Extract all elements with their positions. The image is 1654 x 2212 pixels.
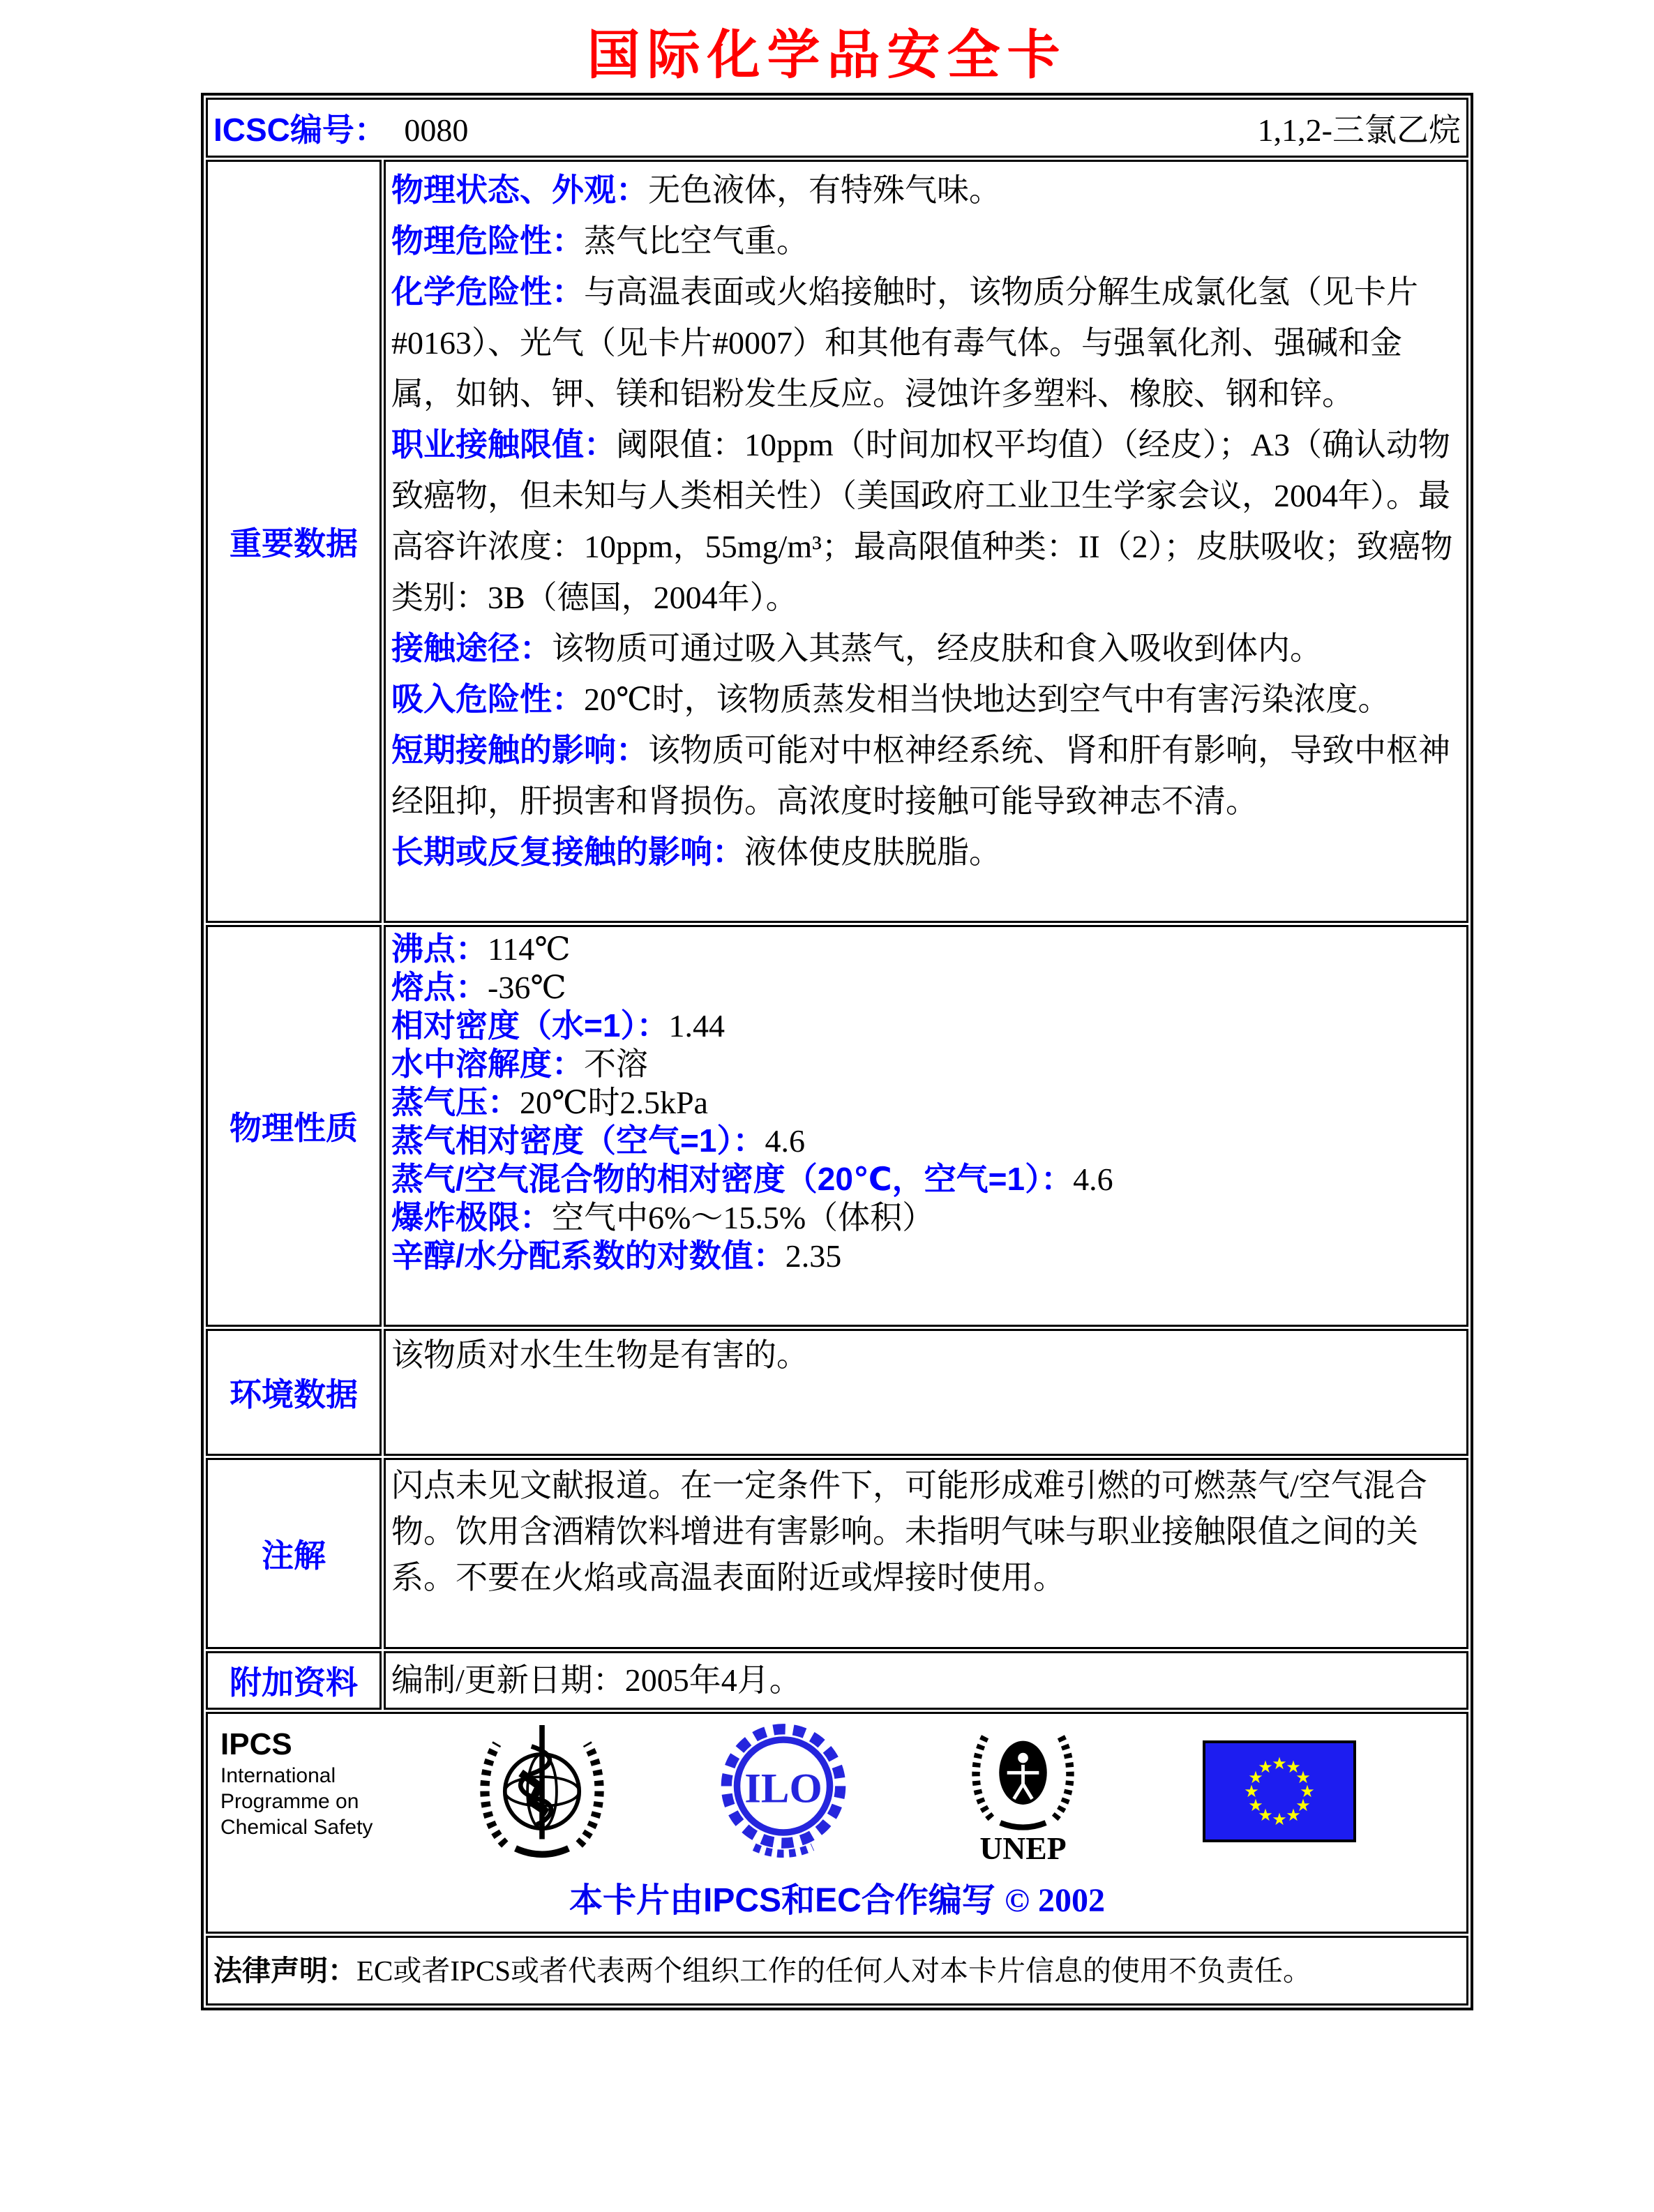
field-physical-state: 物理状态、外观：无色液体，有特殊气味。 — [391, 172, 1001, 208]
environmental-data-label: 环境数据 — [206, 1329, 382, 1456]
notes-row — [206, 1458, 1468, 1649]
svg-text:★: ★ — [1286, 1805, 1301, 1825]
logos-row — [206, 1712, 1468, 1934]
field-explosive-limits: 爆炸极限：空气中6%～15.5%（体积） — [391, 1199, 935, 1235]
legal-label: 法律声明： — [213, 1955, 356, 1987]
field-vapor-density: 蒸气相对密度（空气=1）：4.6 — [391, 1122, 805, 1159]
svg-text:★: ★ — [1258, 1805, 1273, 1825]
icsc-card — [201, 93, 1473, 2010]
important-data-row — [206, 160, 1468, 923]
ipcs-acronym: IPCS — [220, 1727, 292, 1761]
svg-text:★: ★ — [1272, 1810, 1287, 1829]
field-vapor-air-density: 蒸气/空气混合物的相对密度（20℃，空气=1）：4.6 — [391, 1161, 1113, 1197]
svg-text:★: ★ — [1272, 1754, 1287, 1773]
chemical-name: 1,1,2-三氯乙烷 — [1257, 112, 1461, 148]
physical-properties-content — [384, 925, 1468, 1327]
icsc-number-label: ICSC编号： — [213, 112, 386, 148]
additional-info-content: 编制/更新日期：2005年4月。 — [384, 1651, 1468, 1710]
unep-letters: UNEP — [979, 1830, 1067, 1866]
additional-info-label: 附加资料 — [206, 1651, 382, 1710]
field-exposure-routes: 接触途径：该物质可通过吸入其蒸气，经皮肤和食入吸收到体内。 — [391, 630, 1322, 666]
copyright: © 2002 — [1005, 1882, 1105, 1919]
field-inhalation-risk: 吸入危险性：20℃时，该物质蒸发相当快地达到空气中有害污染浓度。 — [391, 681, 1390, 717]
field-chemical-hazard: 化学危险性：与高温表面或火焰接触时，该物质分解生成氯化氢（见卡片#0163）、光气（见卡片#0007）和其他有毒气体。与强氧化剂、强碱和金属，如钠、钾、镁和铝粉发生反应。浸蚀许多塑料、橡胶、钢和锌。 — [391, 273, 1418, 412]
svg-text:★: ★ — [1286, 1757, 1301, 1777]
field-melting-point: 熔点：-36℃ — [391, 969, 566, 1005]
environmental-data-content: 该物质对水生生物是有害的。 — [384, 1329, 1468, 1456]
svg-text:★: ★ — [1295, 1768, 1311, 1787]
additional-info-row — [206, 1651, 1468, 1710]
unep-logo — [965, 1718, 1081, 1866]
notes-content: 闪点未见文献报道。在一定条件下，可能形成难引燃的可燃蒸气/空气混合物。饮用含酒精饮料增进有害影响。未指明气味与职业接触限值之间的关系。不要在火焰或高温表面附近或焊接时使用。 — [384, 1458, 1468, 1649]
field-log-pow: 辛醇/水分配系数的对数值：2.35 — [391, 1237, 842, 1274]
ipcs-text-block: IPCS International Programme on Chemical Safety — [220, 1727, 373, 1839]
icsc-number-value: 0080 — [404, 112, 469, 148]
legal-text: EC或者IPCS或者代表两个组织工作的任何人对本卡片信息的使用不负责任。 — [356, 1955, 1311, 1987]
ilo-letters: ILO — [744, 1765, 822, 1812]
important-data-label: 重要数据 — [206, 160, 382, 923]
field-long-term-effects: 长期或反复接触的影响：液体使皮肤脱脂。 — [391, 834, 1001, 870]
header-row — [206, 98, 1468, 158]
field-occupational-limits: 职业接触限值：阈限值：10ppm（时间加权平均值）（经皮）；A3（确认动物致癌物，但未知与人类相关性）（美国政府工业卫生学家会议，2004年）。最高容许浓度：10ppm，55mg/m³；最高限值种类：II（2）；皮肤吸收；致癌物类别：3B（德国，2004年）。 — [391, 426, 1453, 615]
eu-flag — [1203, 1740, 1356, 1842]
ilo-logo — [717, 1722, 850, 1862]
svg-text:★: ★ — [1248, 1768, 1263, 1787]
environmental-data-row — [206, 1329, 1468, 1456]
svg-text:★: ★ — [1300, 1782, 1315, 1801]
field-relative-density: 相对密度（水=1）：1.44 — [391, 1007, 725, 1044]
cooperation-caption: 本卡片由IPCS和EC合作编写 © 2002 — [569, 1882, 1105, 1919]
svg-text:★: ★ — [1258, 1757, 1273, 1777]
page-title: 国际化学品安全卡 — [587, 27, 1067, 85]
physical-properties-label: 物理性质 — [206, 925, 382, 1327]
field-boiling-point: 沸点：114℃ — [391, 931, 571, 967]
notes-label: 注解 — [206, 1458, 382, 1649]
svg-text:★: ★ — [1244, 1782, 1259, 1801]
field-physical-hazard: 物理危险性：蒸气比空气重。 — [391, 223, 809, 259]
field-short-term-effects: 短期接触的影响：该物质可能对中枢神经系统、肾和肝有影响，导致中枢神经阻抑，肝损害和肾损伤。高浓度时接触可能导致神志不清。 — [391, 732, 1450, 819]
physical-properties-row — [206, 925, 1468, 1327]
field-water-solubility: 水中溶解度：不溶 — [391, 1046, 648, 1082]
svg-text:★: ★ — [1248, 1796, 1263, 1815]
important-data-content — [384, 160, 1468, 923]
svg-text:★: ★ — [1295, 1796, 1311, 1815]
icsc-number-group — [213, 105, 468, 151]
field-vapor-pressure: 蒸气压：20℃时2.5kPa — [391, 1084, 708, 1120]
legal-row — [206, 1936, 1468, 2006]
who-logo — [476, 1722, 608, 1862]
